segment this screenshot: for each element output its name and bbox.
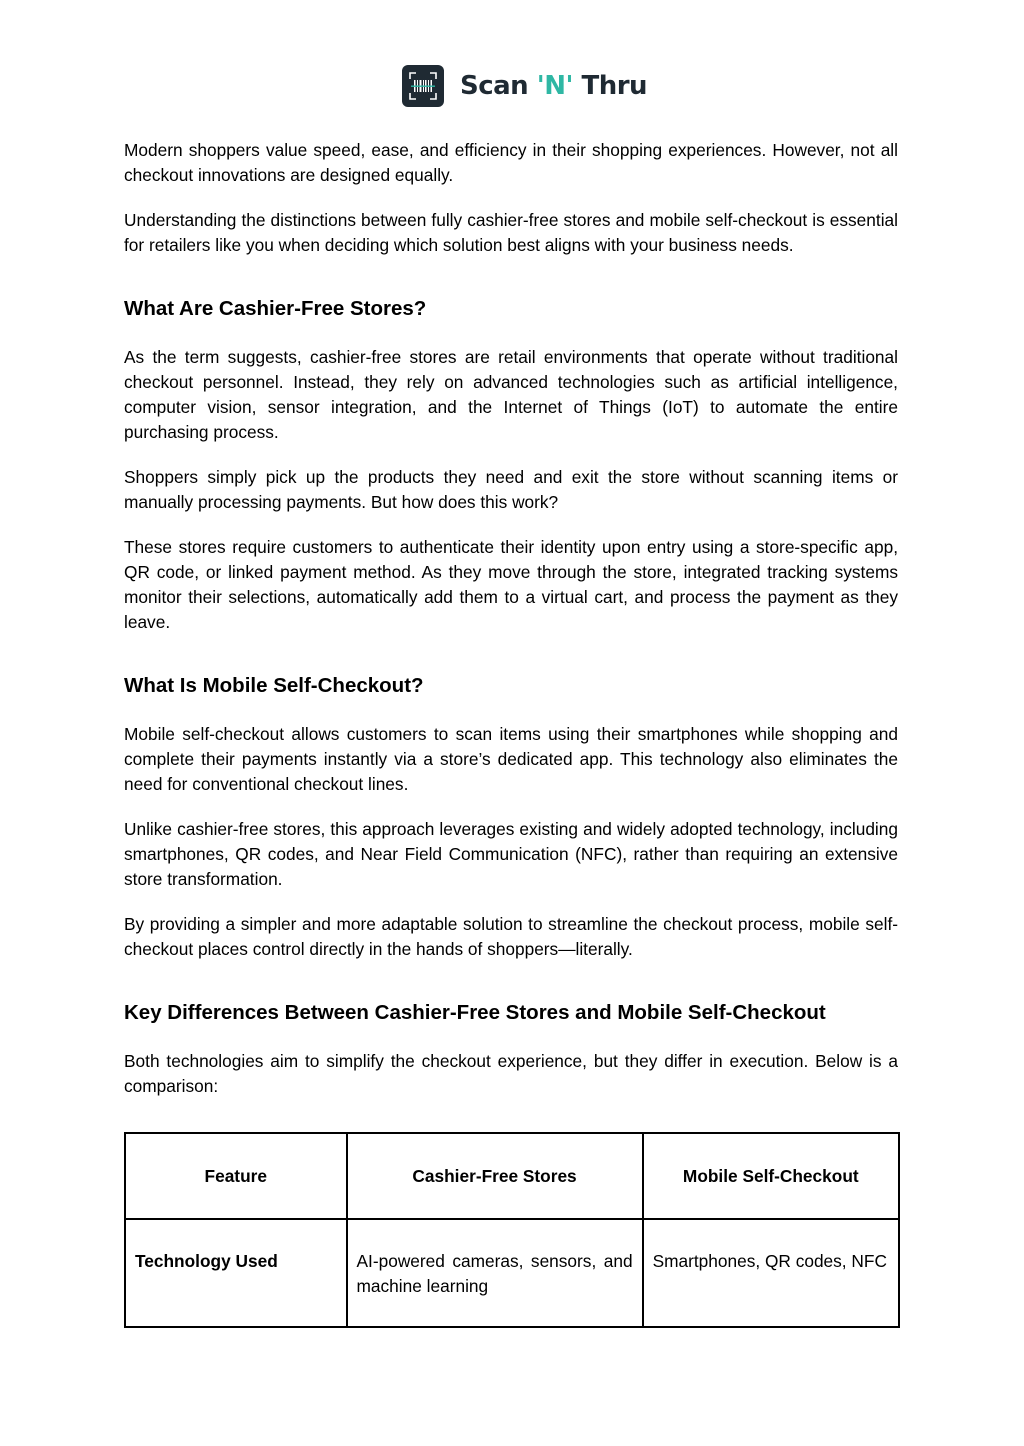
article-body [124, 138, 898, 1328]
table-header-row [125, 1133, 899, 1219]
section-paragraph: Unlike cashier-free stores, this approach leverages existing and widely adopted technology, including smartphones, QR codes, and Near Field Communication (NFC), rather than requiring an extensive store transformation. [124, 819, 898, 889]
table-row-label: Technology Used [125, 1219, 347, 1327]
brand-wordmark [460, 73, 647, 99]
brand-word-scan: Scan [460, 71, 537, 101]
section-heading: What Are Cashier-Free Stores? [124, 297, 427, 320]
table-cell: AI-powered cameras, sensors, and machine learning [347, 1219, 643, 1327]
table-cell: Smartphones, QR codes, NFC [643, 1219, 899, 1327]
section-paragraph: As the term suggests, cashier-free stores are retail environments that operate without traditional checkout personnel. Instead, they rely on advanced technologies such as artificial intelligence, computer vision, sensor integration, and the Internet of Things (IoT) to automate the entire purchasing process. [124, 347, 898, 442]
section-paragraph: Both technologies aim to simplify the checkout experience, but they differ in execution. Below is a comparison: [124, 1051, 898, 1096]
brand-word-thru: Thru [572, 71, 648, 101]
intro-paragraph: Modern shoppers value speed, ease, and efficiency in their shopping experiences. However, not all checkout innovations are designed equally. [124, 140, 898, 185]
section-paragraph: Mobile self-checkout allows customers to scan items using their smartphones while shopping and complete their payments instantly via a store’s dedicated app. This technology also eliminates the need for conventional checkout lines. [124, 724, 898, 794]
brand-word-n: 'N' [536, 71, 573, 101]
section-paragraph: These stores require customers to authenticate their identity upon entry using a store-specific app, QR code, or linked payment method. As they move through the store, integrated tracking systems monitor their selections, automatically add them to a virtual cart, and process the payment as they leave. [124, 537, 898, 632]
barcode-scan-icon [402, 65, 444, 107]
table-header-cell: Cashier-Free Stores [347, 1133, 643, 1219]
intro-paragraph: Understanding the distinctions between fully cashier-free stores and mobile self-checkout is essential for retailers like you when deciding which solution best aligns with your business needs. [124, 210, 898, 255]
brand-logo [402, 64, 647, 108]
section-paragraph: Shoppers simply pick up the products they need and exit the store without scanning items or manually processing payments. But how does this work? [124, 467, 898, 512]
table-row [125, 1219, 899, 1327]
section-paragraph: By providing a simpler and more adaptable solution to streamline the checkout process, mobile self-checkout places control directly in the hands of shoppers—literally. [124, 914, 898, 959]
table-header-cell: Feature [125, 1133, 347, 1219]
section-heading: Key Differences Between Cashier-Free Stores and Mobile Self-Checkout [124, 1001, 826, 1024]
table-header-cell: Mobile Self-Checkout [643, 1133, 899, 1219]
section-heading: What Is Mobile Self-Checkout? [124, 674, 424, 697]
comparison-table [124, 1132, 900, 1328]
